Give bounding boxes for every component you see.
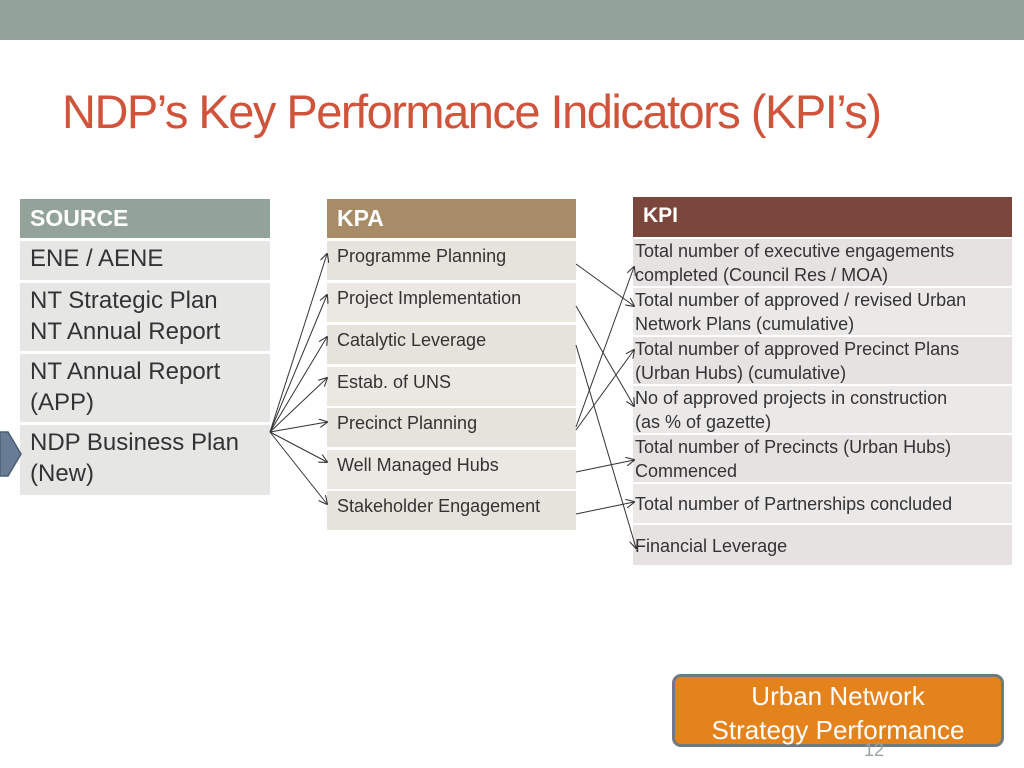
kpi-row-line: Total number of Partnerships concluded (635, 494, 953, 514)
kpi-row-line: Total number of executive engagements (635, 241, 955, 261)
kpi-row-line: Total number of Precincts (Urban Hubs) (635, 437, 952, 457)
source-row-line: NDP Business Plan (30, 429, 239, 456)
kpi-row-line: Total number of approved / revised Urban (635, 290, 967, 310)
urban-network-badge (672, 674, 1004, 747)
source-row-line: NT Annual Report (30, 318, 221, 345)
source-row-line: (APP) (30, 389, 95, 416)
connector-arrow (576, 460, 634, 472)
kpa-row: Programme Planning (327, 241, 576, 280)
source-row-line: (New) (30, 460, 94, 487)
kpa-row: Precinct Planning (327, 408, 576, 447)
connector-arrow (576, 267, 634, 427)
source-row-line: NT Annual Report (30, 358, 221, 385)
kpi-row-line: Commenced (635, 461, 738, 481)
kpa-header: KPA (327, 199, 576, 238)
connector-arrow (576, 306, 634, 406)
page-number: 12 (864, 740, 885, 760)
kpi-header: KPI (633, 197, 1012, 237)
kpi-row-line: Financial Leverage (635, 536, 788, 556)
kpi-row-line: (as % of gazette) (635, 412, 772, 432)
connector-arrow (576, 345, 636, 548)
connector-arrow (576, 264, 634, 306)
connector-arrow (270, 337, 327, 432)
kpi-row-line: completed (Council Res / MOA) (635, 265, 889, 285)
source-row-line: NT Strategic Plan (30, 287, 218, 314)
badge-line: Strategy Performance (711, 715, 965, 745)
kpi-row-line: No of approved projects in construction (635, 388, 948, 408)
kpi-row-line: Network Plans (cumulative) (635, 314, 855, 334)
connector-arrow (270, 432, 327, 462)
connector-arrow (576, 350, 634, 430)
connector-arrow (270, 432, 327, 504)
kpa-row: Catalytic Leverage (327, 325, 576, 364)
kpi-row-line: Total number of approved Precinct Plans (635, 339, 960, 359)
kpa-row: Estab. of UNS (327, 367, 576, 406)
kpa-row: Project Implementation (327, 283, 576, 322)
kpa-row: Stakeholder Engagement (327, 491, 576, 530)
badge-line: Urban Network (751, 681, 925, 711)
source-header: SOURCE (20, 199, 270, 238)
kpa-row: Well Managed Hubs (327, 450, 576, 489)
kpi-row-line: (Urban Hubs) (cumulative) (635, 363, 847, 383)
connector-arrow (270, 295, 327, 432)
source-row-line: ENE / AENE (30, 245, 164, 272)
slide-title: NDP’s Key Performance Indicators (KPI’s) (62, 85, 881, 138)
